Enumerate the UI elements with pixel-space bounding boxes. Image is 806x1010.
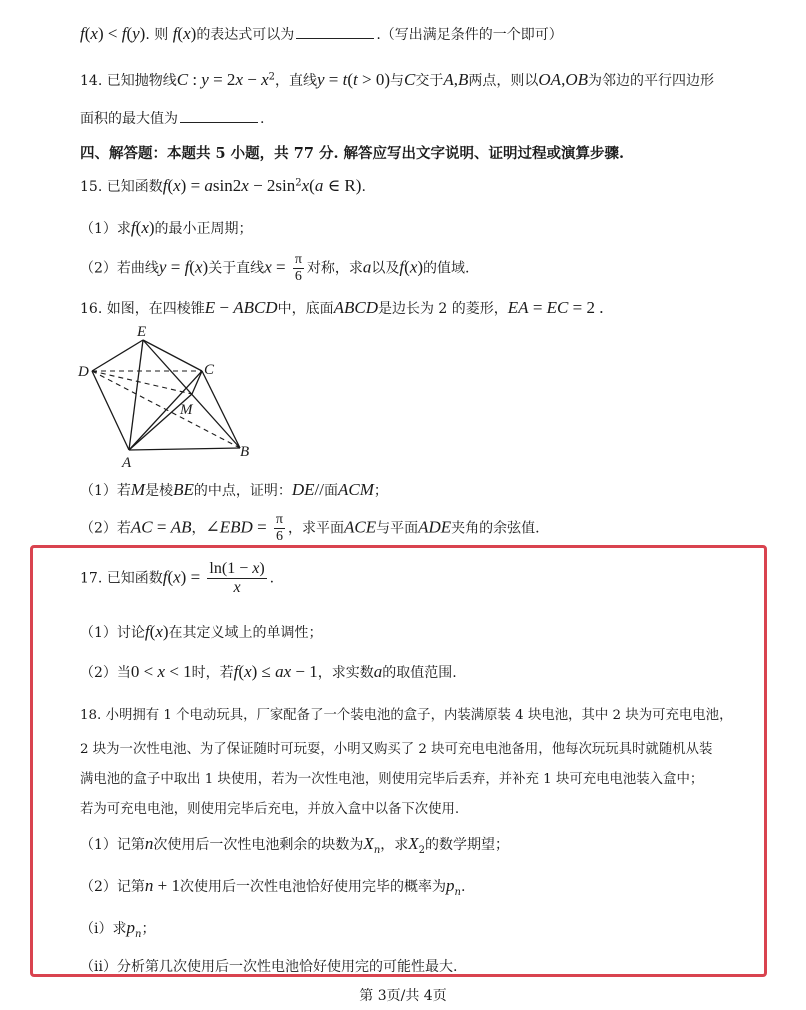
q18-line2: 2 块为一次性电池、为了保证随时可玩耍，小明又购买了 2 块可充电电池备用，他每次玩玩具时就随机从装 [80, 742, 713, 757]
page-footer: 第 3页/共 4页 [359, 988, 447, 1004]
edge-DB [92, 371, 240, 448]
q17-intro: 17. 已知函数f(x) = $\frac{\ln(1 - x)}{x}$ . [80, 560, 275, 596]
answer-blank [296, 24, 374, 39]
label-E: E [137, 324, 147, 340]
edge-DE [92, 340, 143, 371]
q15-intro: 15. 已知函数$f(x) = asin2x - 2\sin^2x(a$ ∈ R). [80, 176, 366, 195]
edge-AB [129, 448, 240, 450]
edge-DA [92, 371, 129, 450]
q18-part2: （2）记第n + 1次使用后一次性电池恰好使用完毕的概率为$p_n$. [80, 876, 466, 898]
answer-blank [180, 108, 258, 123]
section-heading: 四、解答题：本题共 5 小题，共 77 分. 解答应写出文字说明、证明过程或演算步骤. [80, 145, 625, 162]
label-A: A [122, 455, 132, 471]
label-B: B [240, 444, 250, 460]
q13-tail: f(x) < f(y). 则 f(x)的表达式可以为 .（写出满足条件的一个即可） [80, 24, 563, 43]
label-C: C [204, 362, 215, 378]
edge-DM [92, 371, 192, 394]
q14-line2: 面积的最大值为 . [80, 108, 770, 128]
edge-EA [129, 340, 143, 450]
q18-line3: 满电池的盒子中取出 1 块使用，若为一次性电池，则使用完毕后丢弃，并补充 1 块可充电电池装入盒中； [80, 772, 704, 787]
edge-CB [202, 371, 240, 448]
label-M: M [180, 402, 193, 418]
q18-part2-i: （i）求$p_n$； [80, 918, 156, 940]
q18-line4: 若为可充电电池，则使用完毕后充电，并放入盒中以备下次使用. [80, 802, 460, 817]
label-D: D [78, 364, 89, 380]
q18-part1: （1）记第n次使用后一次性电池剩余的块数为$X_n$，求$X_2$的数学期望； [80, 834, 510, 856]
highlight-box [30, 545, 767, 977]
edge-MC [192, 371, 202, 394]
q16-part1: （1）若M是棱BE的中点，证明：DE//面ACM； [80, 480, 388, 499]
q18-line1: 18. 小明拥有 1 个电动玩具，厂家配备了一个装电池的盒子，内装满原装 4 块电池，其中 2 块为可充电电池， [80, 708, 733, 723]
q15-part2: （2）若曲线y = f(x)关于直线x = $\frac{\pi}{6}$ 对称，求a以及f(x)的值域. [80, 252, 470, 284]
q16-intro: 16. 如图，在四棱锥E − ABCD中，底面ABCD是边长为 2 的菱形，EA = EC = 2 . [80, 298, 604, 317]
q14-line1: 14. 已知抛物线C : $y = 2x - x^2$，直线y = t(t > 0)与C交于A,B两点，则以OA,OB为邻边的平行四边形 [80, 70, 714, 89]
q16-part2: （2）若AC = AB，∠EBD = $\frac{\pi}{6}$ ，求平面ACE与平面ADE夹角的余弦值. [80, 512, 540, 544]
q18-part2-ii: （ii）分析第几次使用后一次性电池恰好使用完的可能性最大. [80, 959, 458, 975]
q15-part1: （1）求f(x)的最小正周期； [80, 218, 253, 237]
q17-part1: （1）讨论f(x)在其定义域上的单调性； [80, 622, 323, 641]
edge-EC [143, 340, 202, 371]
q17-part2: （2）当0 < x < 1时，若f(x) ≤ ax − 1，求实数a的取值范围. [80, 662, 457, 681]
pyramid-figure [76, 324, 266, 474]
